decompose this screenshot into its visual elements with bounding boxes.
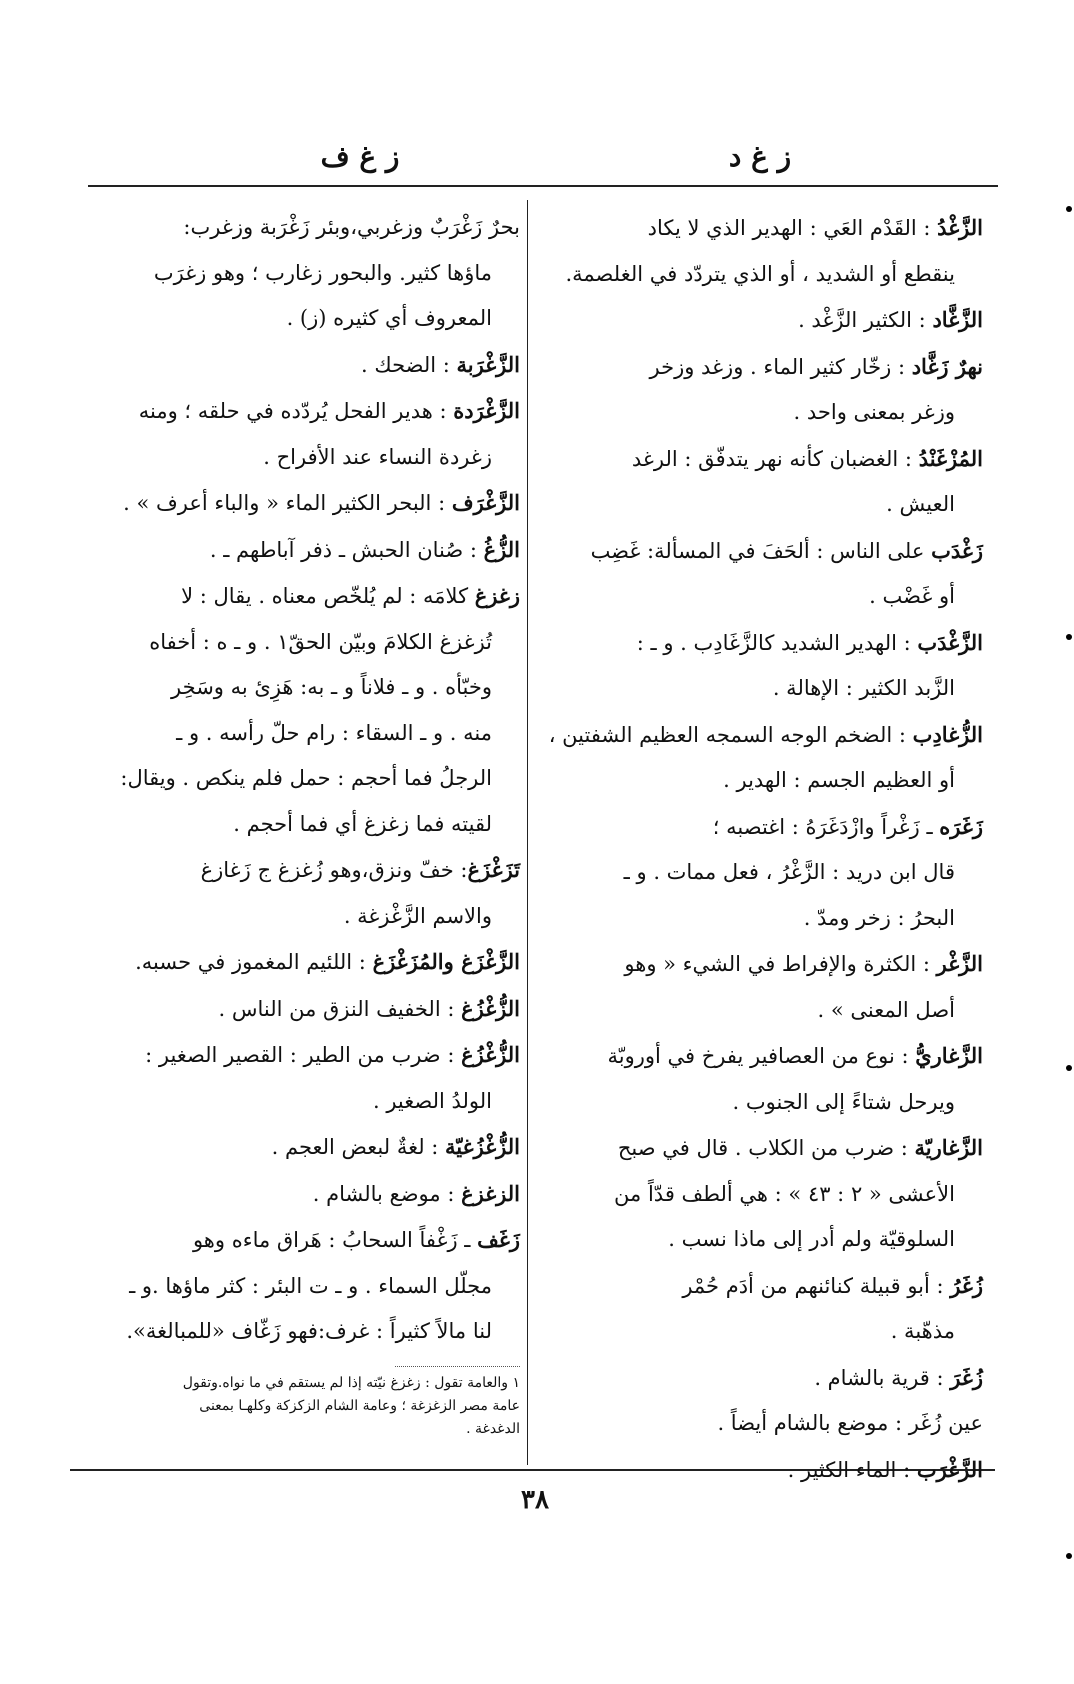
entry-continuation: زغردة النساء عند الأفراح .	[263, 444, 492, 469]
entry-continuation: أصل المعنى » .	[817, 997, 955, 1022]
entry-continuation: وزغر بمعنى واحد .	[793, 400, 955, 424]
entry-definition: : هدير الفحل يُردّده في حلقه ؛ ومنه	[138, 399, 454, 423]
entry-headword: الزُّغادِب	[912, 721, 983, 747]
dictionary-entry	[80, 573, 520, 847]
dictionary-entry	[545, 1033, 983, 1125]
dictionary-entry	[80, 1217, 520, 1355]
entry-definition: : الماء الكثير .	[787, 1457, 917, 1482]
entry-headword: زَغَرَه	[939, 813, 983, 839]
margin-mark	[1066, 206, 1072, 212]
dictionary-entry	[545, 1401, 983, 1447]
footnote-line: ١ والعامة تقول : زغزغ نيّته إذا لم يستقم في ما نواه.وتقول	[182, 1375, 520, 1391]
entry-continuation: لقيته فما زغزغ أي فما أحجم .	[233, 811, 492, 836]
dictionary-entry	[545, 1355, 983, 1402]
entry-definition: ـ زَغْراً وازْدَغَرَهُ : اغتصبه ؛	[712, 814, 940, 839]
entry-definition: : زخّار كثير الماء . وزغد وزخر	[649, 354, 912, 379]
dictionary-entry	[80, 939, 520, 986]
entry-continuation: الرجلُ فما أحجم : حمل فلم ينكص . ويقال:	[120, 766, 492, 790]
entry-headword: زُغَرَ	[950, 1364, 983, 1390]
header-right-root: ز غ د	[728, 140, 792, 173]
entry-headword: الزَّغْدَب	[917, 629, 983, 655]
dictionary-entry	[545, 1263, 983, 1355]
entry-headword: المُزْغَنْدُ	[918, 445, 983, 471]
entry-headword: الزُّغْزُغ	[461, 995, 520, 1021]
dictionary-entry	[80, 986, 520, 1033]
entry-headword: نهرٌ زَغَّاد	[911, 353, 983, 379]
entry-definition: : الخفيف النزق من الناس .	[218, 996, 462, 1021]
dictionary-entry	[80, 1171, 520, 1218]
top-rule	[88, 185, 998, 187]
entry-definition: : الغضبان كأنه نهر يتدفّق : الرغد	[631, 446, 919, 471]
entry-continuation: أو غَضْب .	[869, 584, 955, 608]
entry-definition: كلامَه : لم يُلخّص معناه . يقال : لا	[181, 584, 475, 608]
dictionary-entry	[80, 527, 520, 574]
entry-definition: : القَدْم العَي : الهدير الذي لا يكاد	[647, 216, 938, 240]
entry-definition: : الضحك .	[361, 352, 457, 377]
entry-definition: : الهدير الشديد كالزَّغَادِب . و ـ :	[636, 630, 918, 655]
entry-definition: : البحر الكثير الماء « والباء أعرف » .	[123, 491, 452, 515]
dictionary-entry	[545, 712, 983, 804]
dictionary-entry	[545, 297, 983, 344]
entry-headword: الزُّغْزُغيّة	[445, 1134, 520, 1159]
dictionary-entry	[545, 941, 983, 1033]
entry-continuation: الأعشى « ٢ : ٤٣ » : هي ألطف قدّاً من	[614, 1181, 955, 1206]
dictionary-entry	[545, 436, 983, 528]
dictionary-entry	[80, 1032, 520, 1124]
footnote	[85, 1372, 520, 1441]
entry-headword: الزَّغْر	[936, 951, 983, 976]
entry-continuation: العيش .	[886, 492, 955, 516]
entry-continuation: تُزغزغ الكلامَ وبيّن الحقّ١ . و ـ ه : أخفاه	[149, 629, 492, 654]
entry-headword: الزَّغاريُّ	[915, 1043, 983, 1068]
entry-headword: الزَّغْدُ	[937, 215, 983, 240]
left-column	[80, 205, 520, 1355]
margin-mark	[1066, 634, 1072, 640]
entry-headword: زُغَرُ	[950, 1272, 983, 1298]
footnote-line: الدغدغة .	[466, 1421, 520, 1437]
dictionary-entry	[545, 1125, 983, 1263]
entry-definition: : ضرب من الطير : القصير الصغير :	[145, 1043, 462, 1067]
entry-definition: : أبو قبيلة كنائنهم من أدَم حُمْر	[682, 1273, 951, 1298]
margin-mark	[1066, 1065, 1072, 1071]
right-column	[545, 205, 983, 1493]
entry-continuation: أو العظيم الجسم : الهدير .	[723, 768, 955, 792]
entry-definition: بحرٌ زَغْرَبٌ وزغربي،وبئر زَغْرَبة وزغرب:	[183, 215, 520, 239]
entry-headword: الزُّغْزُغ	[461, 1042, 520, 1067]
entry-definition: : نوع من العصافير يفرخ في أوروبّة	[607, 1044, 916, 1068]
dictionary-entry	[80, 847, 520, 939]
entry-headword: زَغْدَب	[931, 537, 983, 563]
entry-headword: زَغَف	[477, 1227, 520, 1252]
dictionary-entry	[80, 205, 520, 342]
entry-definition: : الكثرة والإفراط في الشيء « وهو	[624, 952, 937, 976]
entry-headword: الزَّغْرَف	[451, 490, 520, 515]
entry-definition: : ضرب من الكلاب . قال في صبح	[617, 1136, 915, 1160]
page-number: ٣٨	[521, 1485, 549, 1515]
entry-headword: الزُّغُ	[483, 536, 520, 562]
column-divider	[527, 200, 528, 1465]
dictionary-entry	[80, 342, 520, 389]
entry-definition: : موضع بالشام .	[312, 1181, 462, 1206]
entry-continuation: لنا مالاً كثيراً : غرف:فهو زَغّاف «للمبالغة».	[126, 1319, 492, 1343]
entry-definition: : صُنان الحبش ـ ذفر آباطهم ـ .	[209, 537, 484, 562]
dictionary-entry	[545, 1447, 983, 1494]
entry-continuation: الولدُ الصغير .	[372, 1088, 492, 1113]
entry-definition: : الضخم الوجه السمجه العظيم الشفتين ،	[548, 722, 913, 747]
entry-definition: عين زُغَر : موضع بالشام أيضاً .	[717, 1411, 983, 1435]
dictionary-entry	[80, 480, 520, 527]
entry-definition: : لغةٌ لبعض العجم .	[271, 1135, 446, 1159]
entry-continuation: ينقطع أو الشديد ، أو الذي يتردّد في الغلصمة.	[565, 261, 955, 286]
dictionary-entry	[545, 620, 983, 712]
entry-definition: : اللئيم المغموز في حسبه.	[135, 950, 373, 974]
dictionary-entry	[80, 1124, 520, 1171]
entry-headword: الزَّغْرَب	[916, 1456, 983, 1482]
entry-continuation: البحرُ : زخر ومدّ .	[803, 905, 955, 930]
footnote-separator	[395, 1366, 520, 1367]
dictionary-entry	[80, 388, 520, 480]
entry-definition: ـ زَغْفاً السحابُ : هَراق ماءه وهو	[192, 1228, 478, 1252]
dictionary-entry	[545, 344, 983, 436]
entry-headword: الزغزغ	[461, 1180, 520, 1206]
entry-continuation: مجلّل السماء . و ـ ت البئر : كثر ماؤها .و ـ	[129, 1273, 492, 1298]
entry-definition: : الكثير الزَّغْد .	[798, 308, 933, 332]
entry-continuation: ماؤها كثير. والبحور زغارب ؛ وهو زغرَب	[153, 260, 492, 285]
dictionary-entry	[545, 804, 983, 942]
entry-headword: زغزغ	[474, 583, 520, 608]
dictionary-entry	[545, 205, 983, 297]
entry-headword: الزَّغْرَبة	[456, 351, 520, 377]
entry-continuation: ويرحل شتاءً إلى الجنوب .	[732, 1089, 955, 1114]
entry-definition: : قرية بالشام .	[814, 1365, 951, 1390]
entry-headword: تَزَغْزَغ	[467, 857, 520, 882]
entry-headword: الزَّغَّاد	[932, 307, 983, 332]
header-left-root: ز غ ف	[320, 140, 400, 173]
entry-continuation: وخبّأه . و ـ فلاناً و ـ به: هَزِئ به وسَخِر	[171, 675, 492, 699]
entry-continuation: السلوقيّة ولم أدر إلى ماذا نسب .	[668, 1227, 955, 1251]
entry-continuation: منه . و ـ السقاء : رام حلّ رأسه . و ـ	[176, 720, 492, 745]
entry-continuation: المعروف أي كثيره (ز) .	[286, 306, 492, 330]
entry-continuation: والاسم الزَّغْزغة .	[343, 903, 492, 928]
entry-continuation: مذهّبة .	[890, 1319, 955, 1343]
entry-definition: : خفّ ونزق،وهو زُغزغ ج زَغازغ	[200, 858, 468, 882]
entry-definition: على الناس : ألحَفَ في المسألة: غَضِب	[590, 538, 932, 563]
entry-headword: الزَّغْزَغ والمُزَغْزَغ	[372, 949, 520, 974]
entry-continuation: الزَّبد الكثير : الإهالة .	[772, 676, 955, 700]
margin-mark	[1066, 1553, 1072, 1559]
entry-headword: الزَّغْرَدة	[453, 398, 520, 423]
entry-headword: الزَّغاريّة	[914, 1135, 983, 1160]
dictionary-entry	[545, 528, 983, 620]
entry-continuation: قال ابن دريد : الزَّغْرُ ، فعل ممات . و ـ	[623, 860, 955, 884]
footnote-line: عامة مصر الزغزغة ؛ وعامة الشام الزكزكة وكلهـا بمعنى	[199, 1398, 520, 1414]
